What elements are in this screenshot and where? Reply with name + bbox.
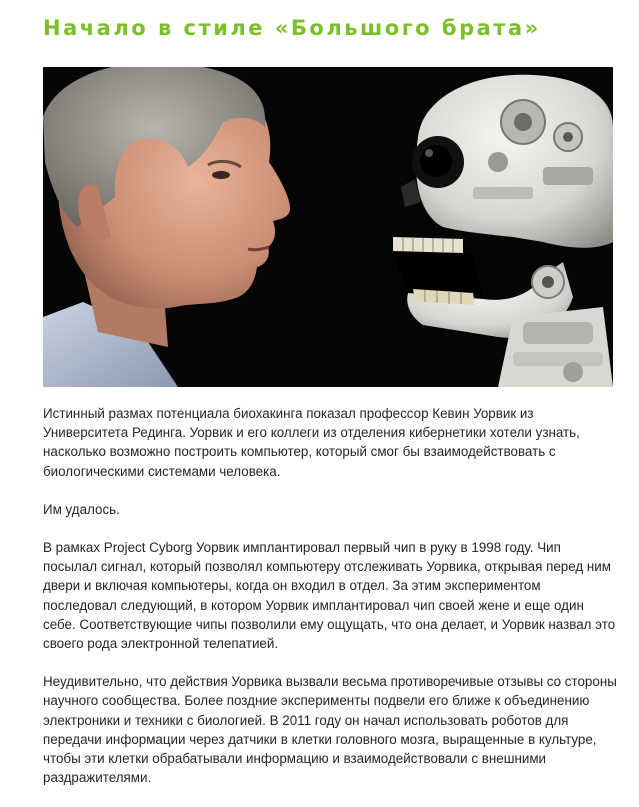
article-body [43,404,618,806]
paragraph-reaction: Неудивительно, что действия Уорвика вызвали весьма противоречивые отзывы со стороны научного сообщества. Более поздние эксперименты подвели его ближе к объединению электроники и техники с биологией. В 2011 году он начал использовать роботов для передачи информации через датчики в клетки головного мозга, выращенные в культуре, чтобы эти клетки обрабатывали информацию и взаимодействовали с внешними раздражителями. [43,674,617,786]
paragraph-success: Им удалось. [43,501,120,517]
paragraph-project-cyborg: В рамках Project Cyborg Уорвик имплантировал первый чип в руку в 1998 году. Чип посылал сигнал, который позволял компьютеру отслеживать Уорвика, открывая перед ним двери и включая компьютеры, когда он входил в отдел. За этим экспериментом последовал следующий, в котором Уорвик имплантировал чип своей жене и еще один себе. Соответствующие чипы позволили ему ощущать, что она делает, и Уорвик назвал это своего рода электронной телепатией. [43,540,616,652]
article-title: Начало в стиле «Большого брата» [43,16,541,40]
article-photo [43,67,613,387]
paragraph-intro: Истинный размах потенциала биохакинга показал профессор Кевин Уорвик из Университета Рединга. Уорвик и его коллеги из отделения кибернетики хотели узнать, насколько возможно построить компьютер, который смог бы взаимодействовать с биологическими системами человека. [43,406,580,479]
